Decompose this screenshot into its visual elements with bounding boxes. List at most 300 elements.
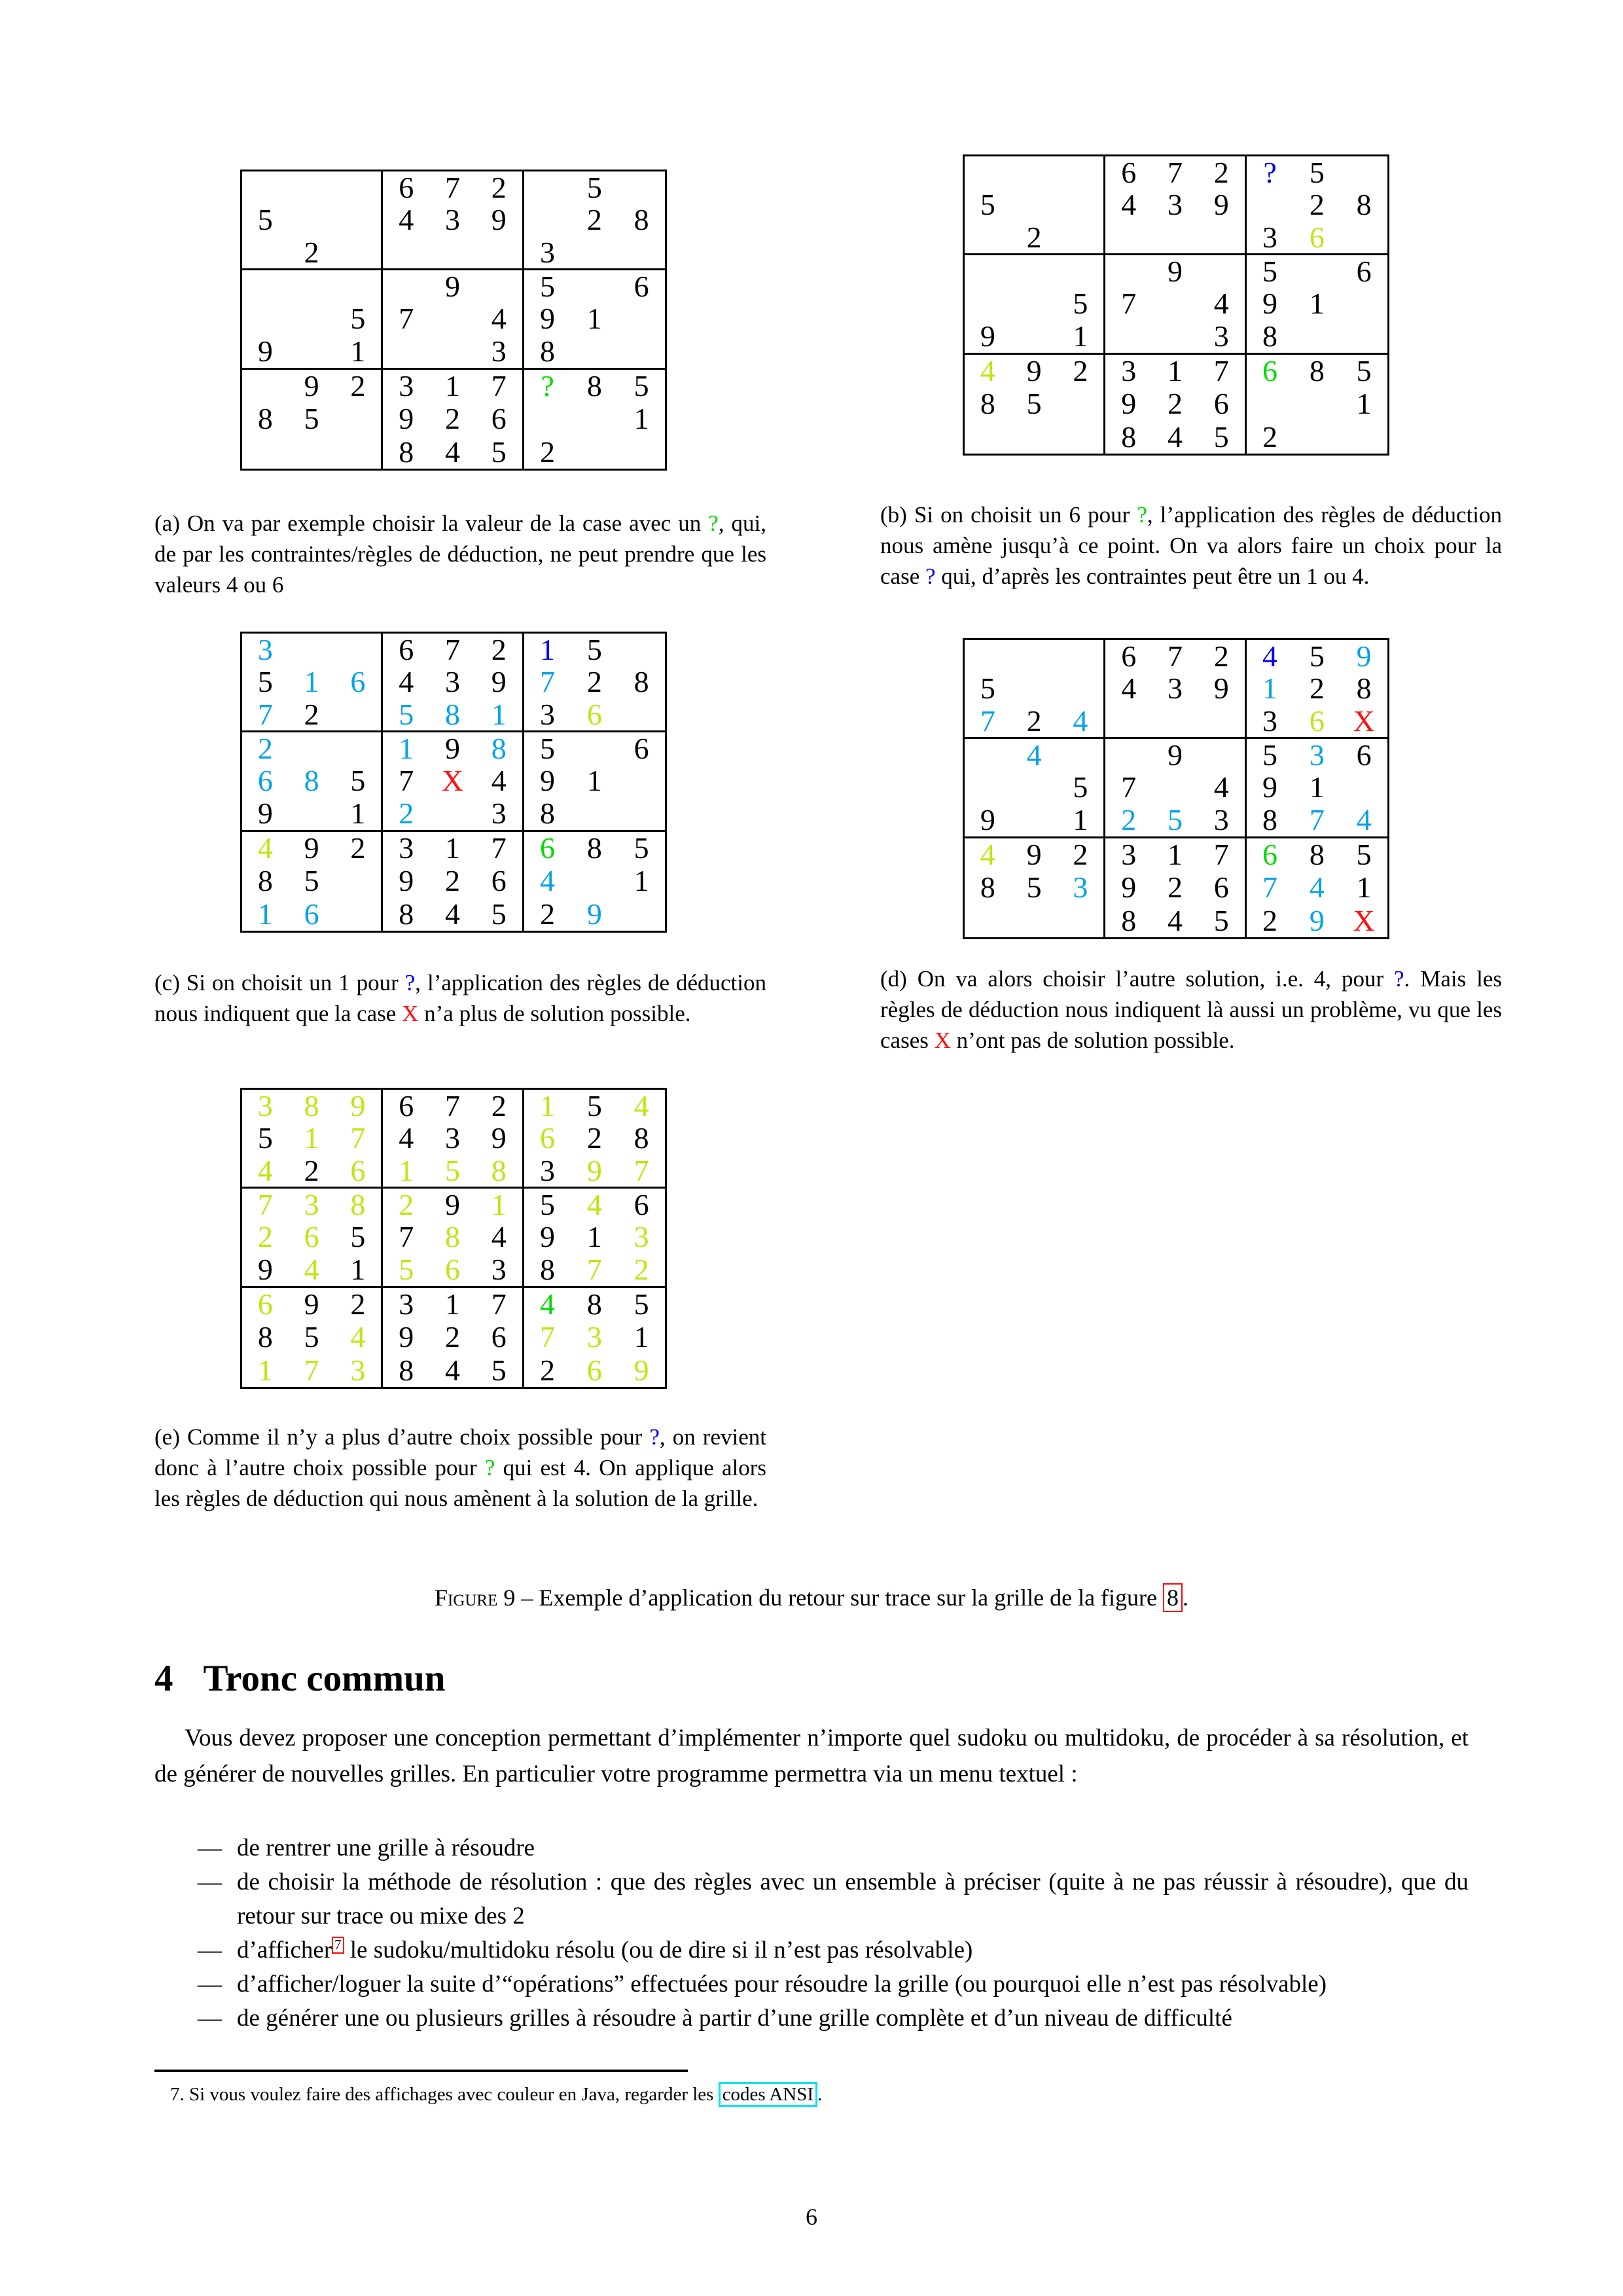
sudoku-cell: 4 — [1262, 639, 1278, 673]
sudoku-cell: 7 — [1262, 870, 1278, 905]
sudoku-cell: 5 — [586, 1088, 602, 1122]
sudoku-cell — [476, 270, 522, 302]
text-segment: de choisir la méthode de résolution : que des règles avec un ensemble à préciser (quite à ne pas réussir à résoudre), que du retour sur trace ou mixe des 2 — [237, 1869, 1469, 1929]
sudoku-cell: 5 — [1356, 837, 1372, 871]
sudoku-cell: 2 — [444, 402, 460, 436]
sudoku-cell: 9 — [540, 302, 556, 336]
sudoku-cell: 7 — [1121, 287, 1137, 321]
text-segment: ? — [708, 511, 719, 536]
sudoku-cell: 2 — [540, 897, 556, 931]
ansi-codes-link[interactable]: codes ANSI — [719, 2082, 817, 2107]
sudoku-cell: 3 — [1167, 672, 1183, 706]
sudoku-cell — [571, 335, 618, 367]
sudoku-cell — [618, 236, 665, 268]
sudoku-cell — [1105, 705, 1152, 737]
sudoku-box — [383, 634, 524, 732]
figure-8-link[interactable]: 8 — [1163, 1583, 1183, 1612]
sudoku-cell — [1011, 156, 1058, 188]
sudoku-cell: 5 — [1356, 353, 1372, 387]
sudoku-cell: 8 — [304, 1088, 319, 1122]
sudoku-cell: 9 — [304, 1287, 319, 1321]
sudoku-cell — [618, 698, 665, 730]
sudoku-cell — [618, 436, 665, 469]
sudoku-cell: 5 — [350, 1220, 366, 1254]
sudoku-cell: 6 — [1356, 255, 1372, 289]
sudoku-cell: 6 — [350, 1153, 366, 1187]
sudoku-cell: 1 — [444, 1287, 460, 1321]
sudoku-cell — [524, 204, 571, 236]
sudoku-cell — [289, 335, 335, 367]
sudoku-cell: 2 — [540, 1353, 556, 1387]
sudoku-box — [383, 370, 524, 469]
sudoku-cell: 6 — [1121, 155, 1137, 189]
list-item — [154, 1933, 1469, 1967]
sudoku-cell: 3 — [350, 1353, 366, 1387]
sudoku-cell — [1105, 221, 1152, 253]
sudoku-cell — [1058, 221, 1104, 253]
sudoku-cell: 3 — [540, 235, 556, 269]
sudoku-box — [242, 1090, 383, 1189]
sudoku-cell: 5 — [1309, 155, 1325, 189]
sudoku-cell: 2 — [1262, 903, 1278, 937]
sudoku-cell: 5 — [540, 270, 556, 304]
sudoku-cell: 6 — [633, 270, 649, 304]
sudoku-cell: 1 — [1167, 353, 1183, 387]
sudoku-cell — [242, 303, 289, 335]
sudoku-cell: 8 — [540, 334, 556, 368]
sudoku-cell: 8 — [399, 897, 414, 931]
sudoku-cell: 6 — [491, 402, 507, 436]
text-segment: de générer une ou plusieurs grilles à résoudre à partir d’une grille complète et d’un niveau de difficulté — [237, 2005, 1232, 2032]
sudoku-cell: 1 — [1309, 287, 1325, 321]
sudoku-cell — [1340, 221, 1387, 253]
sudoku-cell: 2 — [586, 1121, 602, 1155]
sudoku-cell — [1247, 387, 1294, 420]
sudoku-cell — [571, 270, 618, 302]
sudoku-cell — [524, 171, 571, 204]
sudoku-cell: 2 — [1262, 420, 1278, 454]
sudoku-cell: 4 — [399, 1121, 414, 1155]
sudoku-cell: 6 — [1213, 870, 1229, 905]
text-segment: ? — [1394, 966, 1404, 992]
sudoku-cell: 1 — [633, 864, 649, 898]
sudoku-box — [242, 1288, 383, 1387]
sudoku-cell: 3 — [257, 1088, 273, 1122]
sudoku-cell: 5 — [1309, 639, 1325, 673]
text-segment: ? — [925, 564, 936, 589]
sudoku-cell — [618, 171, 665, 204]
sudoku-cell: 9 — [444, 1188, 460, 1222]
sudoku-cell: 4 — [540, 864, 556, 898]
sudoku-cell: 1 — [399, 732, 414, 766]
sudoku-cell: 3 — [1073, 870, 1088, 905]
sudoku-cell — [1340, 772, 1387, 804]
text-segment: , on revient donc à l’autre choix possible pour — [154, 1424, 766, 1480]
sudoku-cell: 3 — [1213, 802, 1229, 836]
sudoku-cell — [1105, 255, 1152, 287]
sudoku-cell: 9 — [1356, 639, 1372, 673]
sudoku-cell: 5 — [1213, 420, 1229, 454]
sudoku-cell: 8 — [540, 1252, 556, 1286]
sudoku-cell: 4 — [980, 353, 995, 387]
sudoku-cell — [335, 898, 382, 931]
sudoku-cell — [1011, 640, 1058, 672]
sudoku-cell: 1 — [540, 632, 556, 666]
sudoku-cell: 3 — [304, 1188, 319, 1222]
sudoku-cell: 2 — [350, 1287, 366, 1321]
sudoku-cell — [618, 765, 665, 797]
sudoku-cell: 9 — [980, 802, 995, 836]
menu-feature-list — [154, 1831, 1469, 2036]
sudoku-cell: 7 — [444, 1088, 460, 1122]
sudoku-cell — [1011, 804, 1058, 836]
text-segment: , l’application des règles de déduction nous amène jusqu’à ce point. On va alors faire un choix pour la case — [880, 502, 1502, 589]
sudoku-cell: ? — [1263, 155, 1277, 189]
sudoku-cell: 9 — [399, 864, 414, 898]
sudoku-grid-d — [963, 638, 1389, 939]
sudoku-cell: 6 — [1262, 353, 1278, 387]
sudoku-cell — [242, 236, 289, 268]
sudoku-cell: 5 — [257, 665, 273, 699]
sudoku-cell: 9 — [304, 368, 319, 403]
sudoku-cell — [242, 370, 289, 403]
sudoku-cell: 1 — [1309, 770, 1325, 804]
sudoku-cell: 9 — [540, 1220, 556, 1254]
sudoku-cell — [1293, 421, 1340, 454]
text-segment: qui est 4. On applique alors les règles de déduction qui nous amènent à la solution de la grille. — [154, 1455, 766, 1511]
sudoku-cell: 6 — [399, 1088, 414, 1122]
sudoku-cell: 6 — [1356, 738, 1372, 772]
page-number: 6 — [806, 2204, 817, 2230]
sudoku-grid-a — [240, 170, 667, 471]
sudoku-cell: 4 — [1026, 738, 1042, 772]
sudoku-cell: 5 — [304, 1320, 319, 1354]
sudoku-box — [242, 1189, 383, 1287]
sudoku-cell: 7 — [1213, 353, 1229, 387]
sudoku-cell: 8 — [980, 870, 995, 905]
sudoku-cell — [289, 270, 335, 302]
sudoku-cell: 4 — [257, 1153, 273, 1187]
sudoku-cell: 1 — [444, 831, 460, 865]
sudoku-cell: 9 — [399, 402, 414, 436]
sudoku-cell: 5 — [350, 764, 366, 798]
sudoku-cell — [1105, 320, 1152, 352]
sudoku-cell: 1 — [350, 334, 366, 368]
sudoku-cell: 7 — [1167, 639, 1183, 673]
list-item-text — [237, 1869, 1469, 1929]
text-segment: 9 – Exemple d’application du retour sur trace sur la grille de la figure — [497, 1585, 1164, 1611]
sudoku-cell: 4 — [350, 1320, 366, 1354]
sudoku-box — [965, 255, 1105, 354]
sudoku-cell: 6 — [1262, 837, 1278, 871]
sudoku-cell: 9 — [1026, 353, 1042, 387]
sudoku-cell: 3 — [1262, 220, 1278, 254]
sudoku-cell: 9 — [444, 732, 460, 766]
sudoku-cell: 8 — [444, 697, 460, 731]
sudoku-cell: 7 — [444, 632, 460, 666]
sudoku-cell — [335, 698, 382, 730]
sudoku-cell: 8 — [399, 435, 414, 469]
sudoku-cell: 5 — [491, 1353, 507, 1387]
sudoku-cell — [1198, 255, 1245, 287]
sudoku-cell: 4 — [1213, 287, 1229, 321]
text-segment: n’ont pas de solution possible. — [950, 1028, 1235, 1053]
sudoku-cell: 4 — [1356, 802, 1372, 836]
sudoku-cell: 6 — [444, 1252, 460, 1286]
sudoku-box — [242, 732, 383, 831]
sudoku-cell — [965, 640, 1011, 672]
sudoku-cell: 4 — [980, 837, 995, 871]
sudoku-cell: 4 — [1121, 672, 1137, 706]
sudoku-cell — [1011, 772, 1058, 804]
sudoku-cell: 1 — [586, 1220, 602, 1254]
sudoku-cell — [335, 204, 382, 236]
sudoku-cell: 4 — [399, 203, 414, 237]
sudoku-cell: 8 — [1356, 188, 1372, 222]
sudoku-box — [1247, 838, 1387, 937]
sudoku-cell: 9 — [257, 796, 273, 830]
sudoku-cell: 8 — [257, 402, 273, 436]
sudoku-cell — [965, 156, 1011, 188]
sudoku-cell: 5 — [1073, 287, 1088, 321]
list-item — [154, 1831, 1469, 1865]
sudoku-cell — [618, 898, 665, 931]
caption-e — [154, 1422, 766, 1514]
dash-marker: — — [198, 1937, 222, 1964]
sudoku-cell: 4 — [1167, 903, 1183, 937]
sudoku-cell: 1 — [633, 402, 649, 436]
sudoku-cell — [429, 303, 476, 335]
sudoku-box — [383, 1090, 524, 1189]
sudoku-cell — [242, 436, 289, 469]
sudoku-cell: 1 — [444, 368, 460, 403]
sudoku-cell: 8 — [1121, 903, 1137, 937]
sudoku-cell: 8 — [257, 864, 273, 898]
sudoku-box — [965, 739, 1105, 838]
text-segment: n’a plus de solution possible. — [418, 1001, 691, 1026]
sudoku-cell — [335, 236, 382, 268]
sudoku-cell: 5 — [586, 632, 602, 666]
sudoku-cell: 4 — [586, 1188, 602, 1222]
sudoku-cell: 9 — [491, 1121, 507, 1155]
sudoku-cell — [1152, 772, 1198, 804]
sudoku-cell — [571, 865, 618, 897]
sudoku-cell: 2 — [1309, 188, 1325, 222]
sudoku-cell — [1011, 288, 1058, 320]
list-item-text — [237, 1937, 972, 1964]
sudoku-cell: 1 — [1356, 870, 1372, 905]
sudoku-cell: 6 — [1309, 704, 1325, 738]
sudoku-cell — [289, 634, 335, 666]
footnote-rule — [154, 2070, 688, 2072]
sudoku-cell — [1340, 288, 1387, 320]
text-segment: (e) Comme il n’y a plus d’autre choix possible pour — [154, 1424, 650, 1450]
sudoku-cell: 2 — [1121, 802, 1137, 836]
text-segment: X — [402, 1001, 419, 1026]
sudoku-cell: 5 — [1026, 870, 1042, 905]
sudoku-cell — [429, 797, 476, 829]
sudoku-cell: 3 — [540, 697, 556, 731]
sudoku-cell — [965, 255, 1011, 287]
sudoku-cell — [1058, 672, 1104, 704]
sudoku-cell: 7 — [540, 665, 556, 699]
sudoku-cell: 2 — [1026, 220, 1042, 254]
sudoku-cell: 5 — [980, 188, 995, 222]
sudoku-box — [242, 370, 383, 469]
sudoku-box — [1247, 640, 1387, 739]
sudoku-cell — [618, 797, 665, 829]
sudoku-cell — [524, 403, 571, 435]
sudoku-cell: 5 — [633, 831, 649, 865]
sudoku-cell — [965, 905, 1011, 937]
sudoku-cell: 8 — [980, 387, 995, 421]
sudoku-cell — [1058, 255, 1104, 287]
sudoku-box — [524, 370, 665, 469]
sudoku-cell: 2 — [350, 368, 366, 403]
body-paragraph: Vous devez proposer une conception permettant d’implémenter n’importe quel sudoku ou multidoku, de procéder à sa résolution, et de générer de nouvelles grilles. En particulier votre programme permettra via un menu textuel : — [154, 1725, 1469, 1787]
sudoku-cell: 3 — [399, 831, 414, 865]
sudoku-cell: 2 — [1213, 639, 1229, 673]
caption-a — [154, 508, 766, 600]
sudoku-cell: 6 — [257, 764, 273, 798]
sudoku-cell: 6 — [491, 864, 507, 898]
sudoku-cell — [1152, 288, 1198, 320]
sudoku-cell: 2 — [1213, 155, 1229, 189]
section-title: Tronc commun — [203, 1658, 446, 1699]
sudoku-cell — [476, 236, 522, 268]
sudoku-cell: 1 — [350, 1252, 366, 1286]
sudoku-cell: 9 — [980, 319, 995, 353]
sudoku-cell: 2 — [1309, 672, 1325, 706]
sudoku-box — [1105, 739, 1246, 838]
sudoku-cell: 9 — [1213, 672, 1229, 706]
sudoku-box — [965, 156, 1105, 255]
sudoku-cell: 8 — [586, 1287, 602, 1321]
sudoku-cell: 9 — [257, 1252, 273, 1286]
sudoku-cell: 5 — [1213, 903, 1229, 937]
sudoku-grid-e — [240, 1088, 667, 1389]
sudoku-cell: 4 — [1213, 770, 1229, 804]
sudoku-cell: 3 — [444, 665, 460, 699]
sudoku-cell — [965, 288, 1011, 320]
sudoku-box — [383, 832, 524, 931]
text-segment: le sudoku/multidoku résolu (ou de dire si il n’est pas résolvable) — [344, 1937, 973, 1964]
sudoku-cell: 6 — [633, 732, 649, 766]
sudoku-cell: 7 — [491, 831, 507, 865]
sudoku-cell: 7 — [257, 697, 273, 731]
footnote-7-link[interactable]: 7 — [332, 1937, 344, 1954]
sudoku-cell — [289, 797, 335, 829]
list-item — [154, 2001, 1469, 2036]
sudoku-cell: 5 — [304, 864, 319, 898]
sudoku-cell: 6 — [304, 1220, 319, 1254]
sudoku-cell: 6 — [540, 831, 556, 865]
sudoku-cell: 4 — [491, 1220, 507, 1254]
list-item-text — [237, 2005, 1232, 2032]
sudoku-cell: 9 — [1309, 903, 1325, 937]
sudoku-cell: 7 — [540, 1320, 556, 1354]
sudoku-cell: X — [1353, 704, 1375, 738]
sudoku-box — [242, 270, 383, 369]
sudoku-cell: 6 — [540, 1121, 556, 1155]
sudoku-cell: 1 — [491, 1188, 507, 1222]
sudoku-cell — [1058, 387, 1104, 420]
sudoku-cell — [383, 236, 429, 268]
list-item-text — [237, 1971, 1327, 1998]
sudoku-cell: 8 — [586, 368, 602, 403]
text-segment: , l’application des règles de déduction nous indiquent que la case — [154, 970, 766, 1026]
sudoku-cell: 9 — [1026, 837, 1042, 871]
sudoku-cell: 2 — [1167, 870, 1183, 905]
sudoku-cell: 2 — [350, 831, 366, 865]
sudoku-cell: 9 — [491, 665, 507, 699]
sudoku-cell — [335, 634, 382, 666]
sudoku-cell: 1 — [1073, 802, 1088, 836]
sudoku-cell: 5 — [399, 1252, 414, 1286]
sudoku-cell: 2 — [304, 235, 319, 269]
sudoku-cell: 5 — [980, 672, 995, 706]
sudoku-cell — [1058, 156, 1104, 188]
sudoku-cell: 3 — [257, 632, 273, 666]
sudoku-cell: 5 — [540, 1188, 556, 1222]
sudoku-cell — [1340, 156, 1387, 188]
sudoku-cell: 1 — [257, 1353, 273, 1387]
text-segment: qui, d’après les contraintes peut être un 1 ou 4. — [935, 564, 1370, 589]
sudoku-cell — [289, 171, 335, 204]
sudoku-cell — [1340, 320, 1387, 352]
sudoku-cell: ? — [541, 368, 554, 403]
sudoku-cell — [335, 732, 382, 764]
sudoku-cell: 7 — [399, 764, 414, 798]
sudoku-cell — [1293, 320, 1340, 352]
sudoku-cell: 1 — [491, 697, 507, 731]
sudoku-cell: 9 — [444, 270, 460, 304]
sudoku-cell: 8 — [1356, 672, 1372, 706]
sudoku-cell — [1058, 188, 1104, 221]
sudoku-cell: 2 — [257, 732, 273, 766]
sudoku-cell: 8 — [304, 764, 319, 798]
sudoku-cell — [618, 634, 665, 666]
text-segment: ? — [649, 1424, 660, 1450]
sudoku-cell — [289, 303, 335, 335]
sudoku-cell: 1 — [1356, 387, 1372, 421]
sudoku-box — [524, 270, 665, 369]
sudoku-cell: 5 — [633, 1287, 649, 1321]
sudoku-cell: 4 — [444, 435, 460, 469]
sudoku-cell: 2 — [586, 665, 602, 699]
sudoku-cell: 4 — [540, 1287, 556, 1321]
sudoku-cell — [335, 865, 382, 897]
text-segment: d’afficher — [237, 1937, 332, 1964]
sudoku-cell: 3 — [1213, 319, 1229, 353]
sudoku-cell: 6 — [1309, 220, 1325, 254]
sudoku-cell: 8 — [1309, 353, 1325, 387]
sudoku-box — [524, 832, 665, 931]
sudoku-box — [965, 838, 1105, 937]
sudoku-cell: 2 — [399, 796, 414, 830]
sudoku-cell: 5 — [1262, 255, 1278, 289]
sudoku-cell: 5 — [399, 697, 414, 731]
sudoku-cell: 6 — [586, 697, 602, 731]
sudoku-cell — [383, 270, 429, 302]
sudoku-cell: 3 — [540, 1153, 556, 1187]
dash-marker: — — [198, 1869, 222, 1895]
sudoku-cell: 8 — [1262, 319, 1278, 353]
sudoku-cell: 3 — [1167, 188, 1183, 222]
sudoku-cell: 5 — [633, 368, 649, 403]
sudoku-grid-b — [963, 154, 1389, 456]
sudoku-cell — [335, 436, 382, 469]
